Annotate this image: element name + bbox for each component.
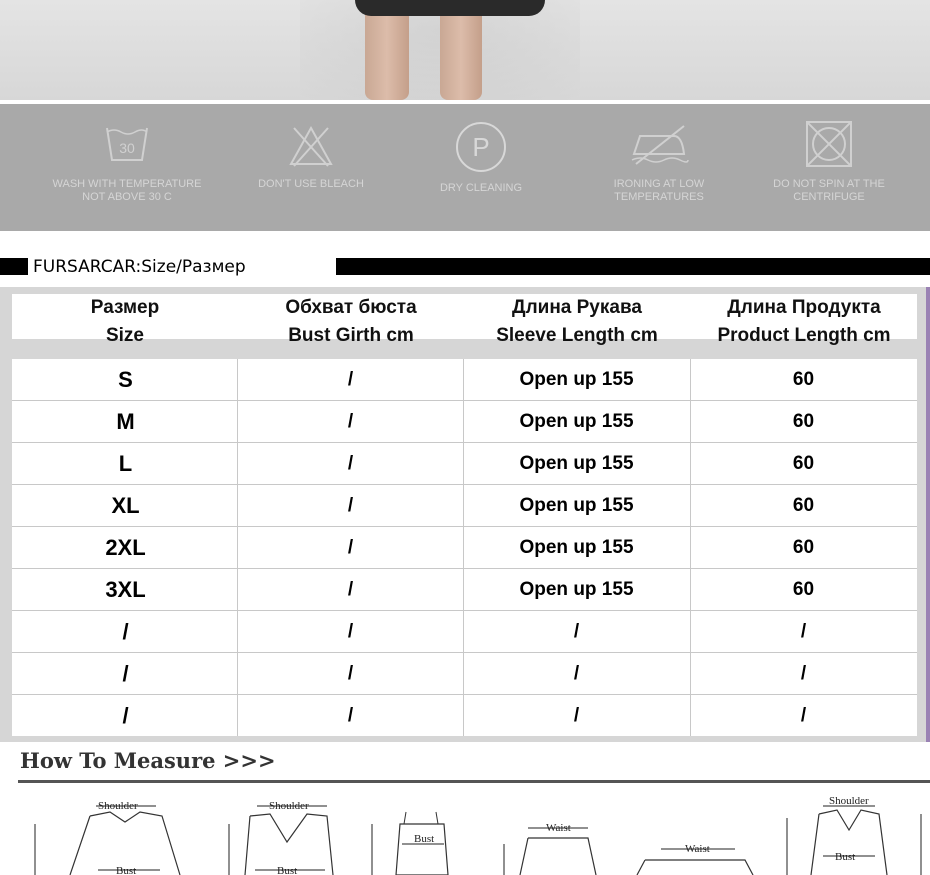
low-iron-icon (628, 124, 690, 166)
cell-size: L (118, 451, 133, 476)
svg-text:P: P (472, 132, 490, 162)
table-row (12, 527, 917, 569)
how-to-measure-rule (18, 780, 930, 783)
jacket-sketch (775, 794, 930, 875)
cell-size: 2XL (105, 535, 146, 560)
table-edge (926, 287, 930, 742)
cell-sleeve: Open up 155 (519, 537, 634, 558)
blouse-sketch (20, 794, 200, 875)
cell-bust: / (347, 453, 354, 474)
care-item-spin (744, 104, 914, 231)
care-item-iron (574, 104, 744, 231)
svg-text:Shoulder: Shoulder (98, 800, 138, 812)
cell-length: 60 (792, 537, 815, 558)
care-label-wash: WASH WITH TEMPERATURE NOT ABOVE 30 C (52, 178, 202, 203)
cell-bust: / (347, 537, 354, 558)
cell-length: 60 (792, 579, 815, 600)
cell-size: / (122, 703, 129, 728)
table-row (12, 569, 917, 611)
care-label-bleach: DON'T USE BLEACH (258, 178, 364, 190)
table-row (12, 695, 917, 737)
cell-length: 60 (792, 453, 815, 474)
title-bar-left-block (0, 258, 28, 275)
svg-text:Waist: Waist (546, 822, 571, 834)
table-row (12, 401, 917, 443)
header-length: Длина Продукта Product Length cm (717, 297, 891, 346)
cell-sleeve: / (573, 705, 580, 726)
cell-size: M (116, 409, 135, 434)
care-label-spin: DO NOT SPIN AT THE CENTRIFUGE (773, 178, 885, 203)
cell-length: 60 (792, 495, 815, 516)
cell-size: / (122, 619, 129, 644)
cell-size: 3XL (105, 577, 146, 602)
cell-sleeve: Open up 155 (519, 411, 634, 432)
table-row (12, 485, 917, 527)
header-sleeve: Длина Рукава Sleeve Length cm (496, 297, 658, 346)
cell-size: XL (111, 493, 140, 518)
product-photo (0, 0, 930, 100)
model-skirt (355, 0, 545, 16)
svg-text:Bust: Bust (414, 833, 435, 845)
cell-bust: / (347, 663, 354, 684)
cell-bust: / (347, 579, 354, 600)
care-instructions (0, 104, 930, 231)
svg-text:Bust: Bust (835, 851, 856, 863)
skirt-sketch (625, 794, 765, 875)
table-row (12, 653, 917, 695)
care-item-bleach (226, 104, 396, 231)
size-table (0, 287, 930, 742)
cell-length: 60 (792, 369, 815, 390)
table-body (12, 359, 917, 736)
cell-sleeve: Open up 155 (519, 579, 634, 600)
table-row (12, 611, 917, 653)
dry-clean-icon (454, 120, 508, 174)
care-item-dry (396, 104, 566, 231)
cell-bust: / (347, 621, 354, 642)
svg-text:Shoulder: Shoulder (829, 795, 869, 807)
shorts-sketch (488, 794, 618, 875)
table-row (12, 359, 917, 401)
cell-sleeve: Open up 155 (519, 369, 634, 390)
svg-text:Bust: Bust (277, 865, 298, 875)
cell-bust: / (347, 495, 354, 516)
wash-30-icon (104, 124, 150, 164)
svg-text:Bust: Bust (116, 865, 137, 875)
table-header (12, 294, 917, 346)
cell-length: / (800, 621, 807, 642)
cell-bust: / (347, 411, 354, 432)
cell-sleeve: Open up 155 (519, 495, 634, 516)
cell-length: / (800, 663, 807, 684)
header-bust: Обхват бюста Bust Girth cm (285, 297, 417, 346)
cell-size: S (118, 367, 133, 392)
care-label-iron: IRONING AT LOW TEMPERATURES (613, 178, 705, 203)
cell-bust: / (347, 369, 354, 390)
camisole-sketch (360, 794, 470, 875)
vest-sketch (215, 794, 345, 875)
no-bleach-icon (288, 124, 334, 168)
care-item-wash (42, 104, 212, 231)
svg-text:30: 30 (119, 140, 135, 156)
cell-size: / (122, 661, 129, 686)
cell-sleeve: / (573, 621, 580, 642)
no-spin-icon (805, 120, 853, 168)
header-size: Размер Size (90, 297, 160, 346)
table-row (12, 443, 917, 485)
size-title: FURSARCAR:Size/Размер (33, 257, 246, 277)
how-to-measure (0, 742, 930, 875)
cell-sleeve: / (573, 663, 580, 684)
care-label-dry: DRY CLEANING (439, 182, 523, 194)
svg-text:Shoulder: Shoulder (269, 800, 309, 812)
title-bar-right-block (336, 258, 930, 275)
cell-sleeve: Open up 155 (519, 453, 634, 474)
size-title-bar (0, 258, 930, 278)
cell-bust: / (347, 705, 354, 726)
how-to-measure-title: How To Measure >>> (20, 748, 276, 773)
svg-text:Waist: Waist (685, 843, 710, 855)
cell-length: 60 (792, 411, 815, 432)
cell-length: / (800, 705, 807, 726)
